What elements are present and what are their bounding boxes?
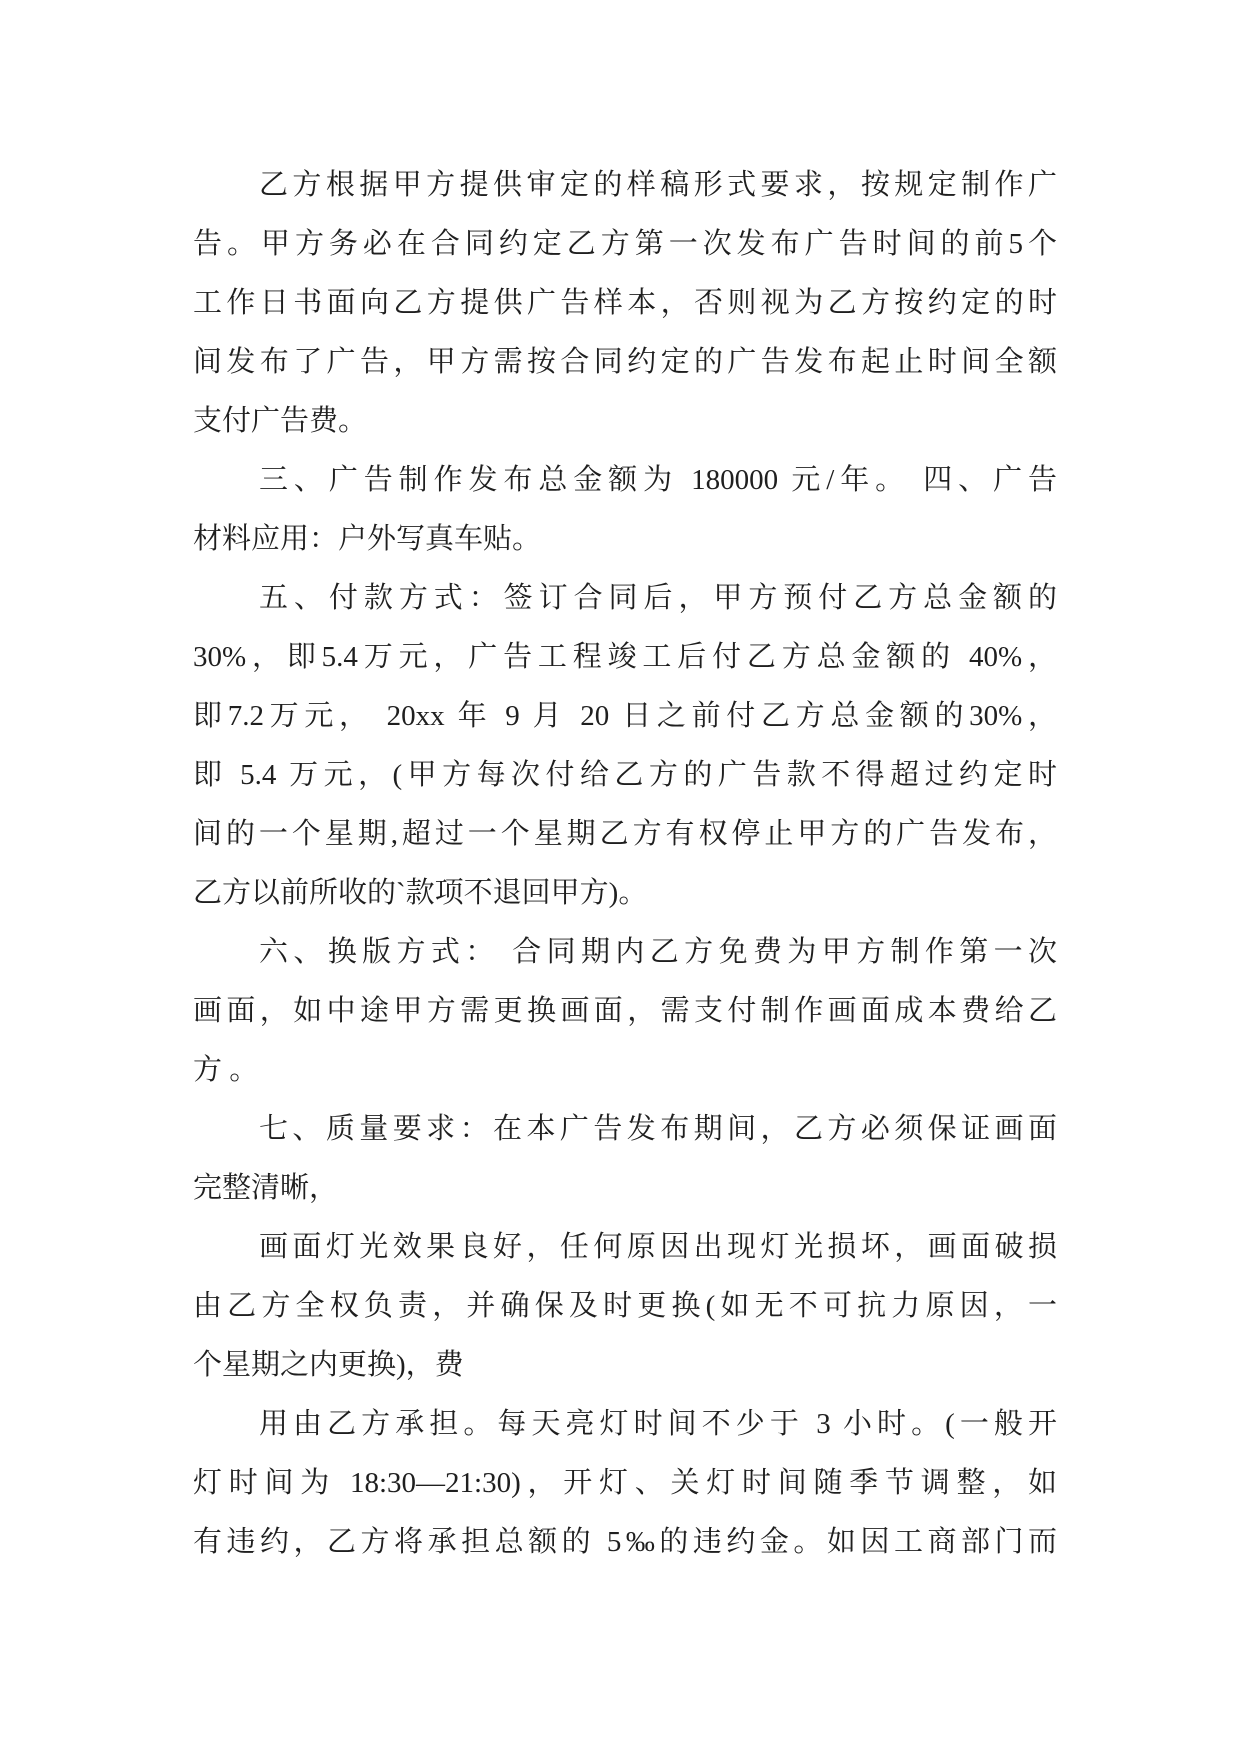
text-line: 六、换版方式： 合同期内乙方免费为甲方制作第一次 (259, 936, 1057, 968)
paragraph-lighting-hours (193, 1395, 1057, 1572)
paragraph-payment-terms (193, 569, 1057, 923)
text-line: 间发布了广告，甲方需按合同约定的广告发布起止时间全额 (193, 346, 1057, 378)
paragraph-total-amount (193, 451, 1057, 569)
text-line: 有违约，乙方将承担总额的 5‰的违约金。如因工商部门而 (193, 1526, 1057, 1558)
text-line: 间的一个星期,超过一个星期乙方有权停止甲方的广告发布， (193, 818, 1057, 850)
text-line: 乙方根据甲方提供审定的样稿形式要求，按规定制作广 (259, 169, 1057, 201)
text-line: 即 5.4 万元，(甲方每次付给乙方的广告款不得超过约定时 (193, 759, 1057, 791)
text-line: 画面灯光效果良好，任何原因出现灯光损坏，画面破损 (259, 1231, 1057, 1263)
text-line: 由乙方全权负责，并确保及时更换(如无不可抗力原因，一 (193, 1290, 1057, 1322)
paragraph-quality-requirements (193, 1100, 1057, 1218)
text-line: 个星期之内更换)，费 (193, 1349, 464, 1381)
text-line: 告。甲方务必在合同约定乙方第一次发布广告时间的前5个 (193, 228, 1057, 260)
text-line: 用由乙方承担。每天亮灯时间不少于 3 小时。(一般开 (259, 1408, 1057, 1440)
text-line: 30%，即5.4万元，广告工程竣工后付乙方总金额的 40%， (193, 641, 1057, 673)
paragraph-design-approval (193, 156, 1057, 451)
text-line: 工作日书面向乙方提供广告样本，否则视为乙方按约定的时 (193, 287, 1057, 319)
text-line: 方 。 (193, 1054, 259, 1086)
text-line: 七、质量要求：在本广告发布期间，乙方必须保证画面 (259, 1113, 1057, 1145)
text-line: 即7.2万元， 20xx 年 9 月 20 日之前付乙方总金额的30%， (193, 700, 1057, 732)
text-line: 支付广告费。 (193, 405, 368, 437)
text-line: 画面，如中途甲方需更换画面，需支付制作画面成本费给乙 (193, 995, 1057, 1027)
text-line: 三、广告制作发布总金额为 180000 元/年。 四、广告 (259, 464, 1057, 496)
document-body (193, 156, 1057, 1572)
paragraph-version-change (193, 923, 1057, 1100)
text-line: 完整清晰， (193, 1172, 339, 1204)
text-line: 材料应用：户外写真车贴。 (193, 523, 542, 555)
text-line: 乙方以前所收的`款项不退回甲方)。 (193, 877, 648, 909)
text-line: 五、付款方式：签订合同后，甲方预付乙方总金额的 (259, 582, 1057, 614)
paragraph-lighting-responsibility (193, 1218, 1057, 1395)
text-line: 灯时间为 18:30—21:30)，开灯、关灯时间随季节调整，如 (193, 1467, 1057, 1499)
